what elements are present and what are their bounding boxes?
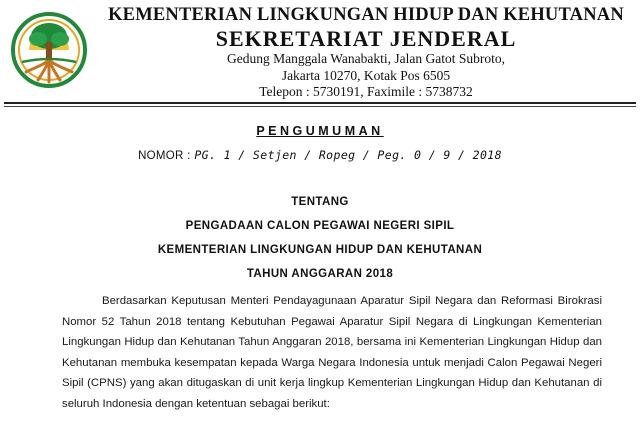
subject-line-1: TENTANG xyxy=(291,196,349,208)
announcement-title xyxy=(0,124,640,138)
unit-name: SEKRETARIAT JENDERAL xyxy=(215,26,517,51)
announcement-title-text: PENGUMUMAN xyxy=(256,124,384,138)
ministry-name: KEMENTERIAN LINGKUNGAN HIDUP DAN KEHUTANAN xyxy=(108,5,624,25)
body-paragraph: Berdasarkan Keputusan Menteri Pendayagunaan Aparatur Sipil Negara dan Reformasi Birokrasi Nomor 52 Tahun 2018 tentang Kebutuhan Pegawai Aparatur Sipil Negara di Lingkungan Kementerian Lingkungan Hidup dan Kehutanan Tahun Anggaran 2018, bersama ini Kementerian Lingkungan Hidup dan Kehutanan membuka kesempatan kepada Warga Negara Indonesia untuk menjadi Calon Pegawai Negeri Sipil (CPNS) yang akan ditugaskan di unit kerja lingkup Kementerian Lingkungan Hidup dan Kehutanan di seluruh Indonesia dengan ketentuan sebagai berikut: xyxy=(62,295,602,410)
emblem-trunk xyxy=(46,42,52,60)
address-line-2: Jakarta 10270, Kotak Pos 6505 xyxy=(281,67,451,83)
announcement-number xyxy=(0,148,640,162)
tree-emblem-icon xyxy=(8,6,90,96)
letterhead xyxy=(96,4,636,101)
subject-block xyxy=(0,190,640,286)
number-label: NOMOR : xyxy=(138,150,191,162)
address-line-1: Gedung Manggala Wanabakti, Jalan Gatot Subroto, xyxy=(227,51,505,66)
letterhead-divider-thin xyxy=(4,106,636,107)
subject-line-2: PENGADAAN CALON PEGAWAI NEGERI SIPIL xyxy=(185,220,455,232)
address-line-3: Telepon : 5730191, Faximile : 5738732 xyxy=(259,84,473,99)
subject-line-4: TAHUN ANGGARAN 2018 xyxy=(246,268,394,280)
number-value: PG. 1 / Setjen / Ropeg / Peg. 0 / 9 / 2018 xyxy=(194,148,502,162)
letterhead-divider-thick xyxy=(4,102,636,104)
subject-line-3: KEMENTERIAN LINGKUNGAN HIDUP DAN KEHUTANAN xyxy=(157,244,483,256)
